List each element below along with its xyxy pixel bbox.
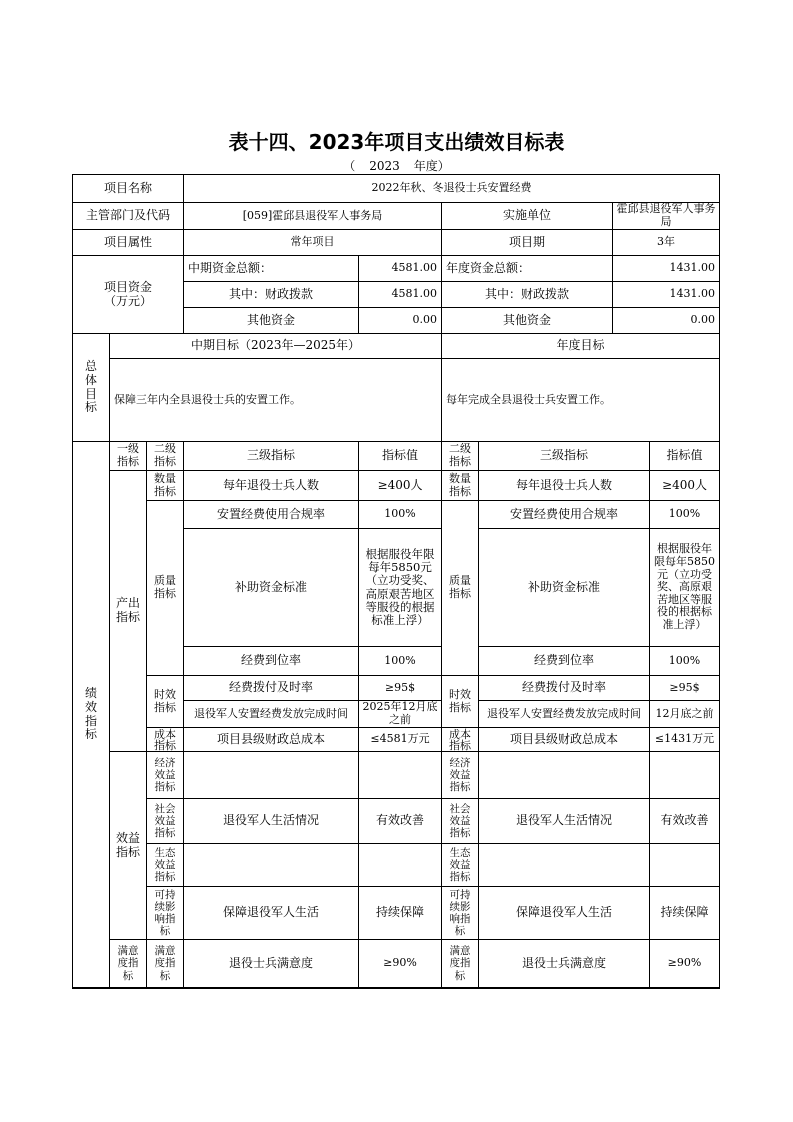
header-level1-text: 一级指标 xyxy=(117,442,139,468)
quality-level2-right-text: 质量指标 xyxy=(449,574,471,600)
econ-level2-right-text: 经济效益指标 xyxy=(449,756,471,794)
eco-value-right xyxy=(650,844,720,887)
social-level2-left-text: 社会效益指标 xyxy=(154,802,176,840)
qty-level2-right-text: 数量指标 xyxy=(449,471,471,498)
cost-level2-right xyxy=(442,728,479,752)
overall-goal-label xyxy=(73,334,110,442)
social-level2-right xyxy=(442,799,479,844)
social-value-left: 有效改善 xyxy=(359,799,442,844)
quality1-level3-left: 安置经费使用合规率 xyxy=(184,501,359,529)
perf-indicator-text: 绩效指标 xyxy=(84,685,97,742)
year-fiscal-label: 其中：财政拨款 xyxy=(442,282,613,308)
header-value-right: 指标值 xyxy=(650,442,720,471)
time1-level3-right: 经费拨付及时率 xyxy=(479,676,650,701)
funds-label xyxy=(73,256,184,334)
eco-level3-right xyxy=(479,844,650,887)
sat-value-right: ≥90% xyxy=(650,940,720,988)
quality-level2-left-text: 质量指标 xyxy=(154,574,176,600)
sat-value-left: ≥90% xyxy=(359,940,442,988)
qty-level3-right: 每年退役士兵人数 xyxy=(479,471,650,501)
econ-value-left xyxy=(359,752,442,799)
effect-indicator-text: 效益指标 xyxy=(115,830,140,859)
social-level2-right-text: 社会效益指标 xyxy=(449,802,471,840)
impl-unit-value: 霍邱县退役军人事务局 xyxy=(613,203,720,230)
attr-value: 常年项目 xyxy=(184,230,442,256)
subtitle-open: （ xyxy=(343,159,356,173)
output-indicator-label xyxy=(110,471,147,752)
year-other-label: 其他资金 xyxy=(442,308,613,334)
time-level2-left-text: 时效指标 xyxy=(154,687,176,714)
cost-value-right: ≤1431万元 xyxy=(650,728,720,752)
time-level2-right xyxy=(442,676,479,728)
sat-level2-right-text: 满意度指标 xyxy=(449,945,471,982)
social-level3-right: 退役军人生活情况 xyxy=(479,799,650,844)
sat-level3-left: 退役士兵满意度 xyxy=(184,940,359,988)
mid-total-label: 中期资金总额： xyxy=(184,256,359,282)
impl-unit-label: 实施单位 xyxy=(442,203,613,230)
quality2-value-right: 根据服役年限每年5850元（立功受奖、高原艰苦地区等服役的根据标准上浮） xyxy=(650,529,720,647)
qty-level3-left: 每年退役士兵人数 xyxy=(184,471,359,501)
year-fiscal-value: 1431.00 xyxy=(613,282,720,308)
header-level2-left xyxy=(147,442,184,471)
cost-level3-left: 项目县级财政总成本 xyxy=(184,728,359,752)
sat-level3-right: 退役士兵满意度 xyxy=(479,940,650,988)
header-level3-right: 三级指标 xyxy=(479,442,650,471)
social-level2-left xyxy=(147,799,184,844)
fiscal-year-line xyxy=(0,157,793,174)
sustain-level2-right xyxy=(442,887,479,940)
funds-label-text: 项目资金（万元） xyxy=(103,279,152,308)
quality1-value-right: 100% xyxy=(650,501,720,529)
mid-goal-text: 保障三年内全县退役士兵的安置工作。 xyxy=(110,359,442,442)
sustain-value-right: 持续保障 xyxy=(650,887,720,940)
period-value: 3年 xyxy=(613,230,720,256)
eco-level2-right-text: 生态效益指标 xyxy=(449,846,471,884)
overall-goal-text: 总体目标 xyxy=(84,358,97,415)
quality2-level3-right: 补助资金标准 xyxy=(479,529,650,647)
eco-value-left xyxy=(359,844,442,887)
econ-level2-right xyxy=(442,752,479,799)
time2-level3-left: 退役军人安置经费发放完成时间 xyxy=(184,701,359,728)
quality1-level3-right: 安置经费使用合规率 xyxy=(479,501,650,529)
eco-level2-left-text: 生态效益指标 xyxy=(154,846,176,884)
quality2-value-left: 根据服役年限每年5850元（立功受奖、高原艰苦地区等服役的根据标准上浮） xyxy=(359,529,442,647)
mid-goal-header: 中期目标（2023年—2025年） xyxy=(110,334,442,359)
year-goal-header: 年度目标 xyxy=(442,334,720,359)
perf-indicator-label xyxy=(73,442,110,988)
quality-level2-left xyxy=(147,501,184,676)
mid-fiscal-value: 4581.00 xyxy=(359,282,442,308)
quality-level2-right xyxy=(442,501,479,676)
period-label: 项目期 xyxy=(442,230,613,256)
sat-level2-left xyxy=(147,940,184,988)
quality3-value-right: 100% xyxy=(650,647,720,676)
cost-level2-right-text: 成本指标 xyxy=(449,728,471,752)
output-indicator-text: 产出指标 xyxy=(115,596,140,624)
quality3-value-left: 100% xyxy=(359,647,442,676)
sustain-level2-right-text: 可持续影响指标 xyxy=(449,888,471,938)
year-total-label: 年度资金总额： xyxy=(442,256,613,282)
page-title: 表十四、2023年项目支出绩效目标表 xyxy=(228,130,565,154)
mid-other-value: 0.00 xyxy=(359,308,442,334)
sat-level1-text: 满意度指标 xyxy=(117,945,139,982)
header-value-left: 指标值 xyxy=(359,442,442,471)
quality2-level3-left: 补助资金标准 xyxy=(184,529,359,647)
sat-level1 xyxy=(110,940,147,988)
time-level2-right-text: 时效指标 xyxy=(449,687,471,714)
year-goal-text: 每年完成全县退役士兵安置工作。 xyxy=(442,359,720,442)
econ-value-right xyxy=(650,752,720,799)
mid-fiscal-label: 其中：财政拨款 xyxy=(184,282,359,308)
time2-value-left: 2025年12月底之前 xyxy=(359,701,442,728)
project-name-label: 项目名称 xyxy=(73,175,184,203)
sustain-level2-left-text: 可持续影响指标 xyxy=(154,888,176,938)
project-name-value: 2022年秋、冬退役士兵安置经费 xyxy=(184,175,720,203)
header-level2-right xyxy=(442,442,479,471)
econ-level3-left xyxy=(184,752,359,799)
time1-value-right: ≥95$ xyxy=(650,676,720,701)
time2-value-right: 12月底之前 xyxy=(650,701,720,728)
header-level3-left: 三级指标 xyxy=(184,442,359,471)
sustain-level3-left: 保障退役军人生活 xyxy=(184,887,359,940)
qty-value-left: ≥400人 xyxy=(359,471,442,501)
time-level2-left xyxy=(147,676,184,728)
dept-value: [059]霍邱县退役军人事务局 xyxy=(184,203,442,230)
dept-label: 主管部门及代码 xyxy=(73,203,184,230)
eco-level3-left xyxy=(184,844,359,887)
cost-level2-left-text: 成本指标 xyxy=(154,728,176,752)
sat-level2-left-text: 满意度指标 xyxy=(154,945,176,982)
attr-label: 项目属性 xyxy=(73,230,184,256)
subtitle-close: 年度） xyxy=(413,159,450,173)
fiscal-year: 2023 xyxy=(369,159,400,173)
qty-level2-right xyxy=(442,471,479,501)
qty-value-right: ≥400人 xyxy=(650,471,720,501)
social-level3-left: 退役军人生活情况 xyxy=(184,799,359,844)
eco-level2-left xyxy=(147,844,184,887)
header-level2-left-text: 二级指标 xyxy=(154,442,176,468)
eco-level2-right xyxy=(442,844,479,887)
performance-target-table xyxy=(72,174,720,989)
header-level1 xyxy=(110,442,147,471)
cost-level3-right: 项目县级财政总成本 xyxy=(479,728,650,752)
sustain-level2-left xyxy=(147,887,184,940)
effect-indicator-label xyxy=(110,752,147,940)
year-total-value: 1431.00 xyxy=(613,256,720,282)
qty-level2-left xyxy=(147,471,184,501)
qty-level2-left-text: 数量指标 xyxy=(154,471,176,498)
sustain-value-left: 持续保障 xyxy=(359,887,442,940)
econ-level2-left-text: 经济效益指标 xyxy=(154,756,176,794)
econ-level3-right xyxy=(479,752,650,799)
time2-level3-right: 退役军人安置经费发放完成时间 xyxy=(479,701,650,728)
econ-level2-left xyxy=(147,752,184,799)
header-level2-right-text: 二级指标 xyxy=(449,442,471,468)
quality3-level3-left: 经费到位率 xyxy=(184,647,359,676)
time1-level3-left: 经费拨付及时率 xyxy=(184,676,359,701)
time1-value-left: ≥95$ xyxy=(359,676,442,701)
mid-total-value: 4581.00 xyxy=(359,256,442,282)
quality1-value-left: 100% xyxy=(359,501,442,529)
year-other-value: 0.00 xyxy=(613,308,720,334)
mid-other-label: 其他资金 xyxy=(184,308,359,334)
cost-value-left: ≤4581万元 xyxy=(359,728,442,752)
sat-level2-right xyxy=(442,940,479,988)
social-value-right: 有效改善 xyxy=(650,799,720,844)
sustain-level3-right: 保障退役军人生活 xyxy=(479,887,650,940)
cost-level2-left xyxy=(147,728,184,752)
quality3-level3-right: 经费到位率 xyxy=(479,647,650,676)
